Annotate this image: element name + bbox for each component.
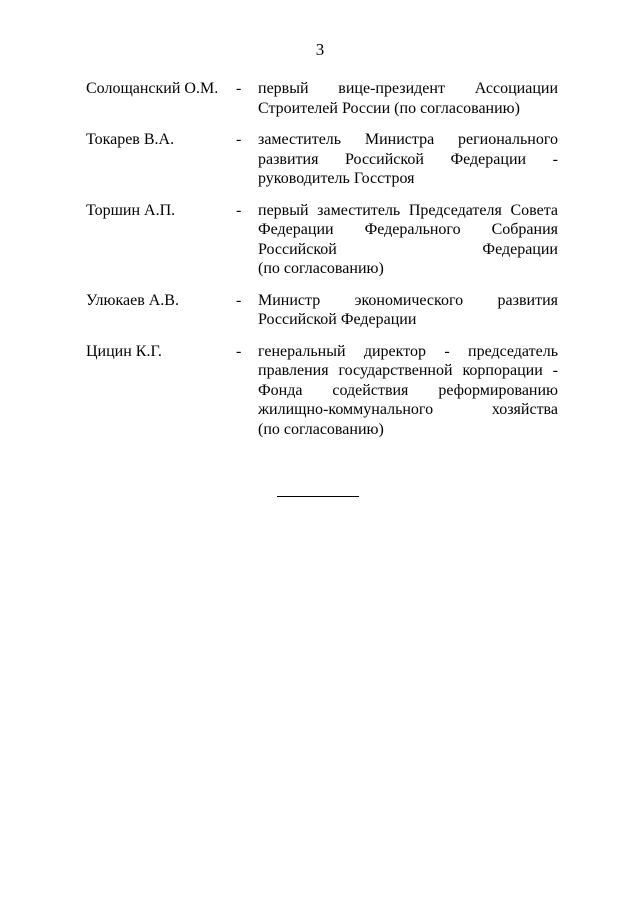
role-line: Федерации Федерального Собрания bbox=[258, 221, 558, 238]
member-name: Цицин К.Г. bbox=[86, 342, 162, 360]
member-list bbox=[86, 79, 558, 439]
member-entry-soloshchansky bbox=[86, 79, 558, 118]
role-line: Строителей России (по согласованию) bbox=[258, 99, 520, 117]
page-number: 3 bbox=[315, 40, 325, 59]
member-role bbox=[258, 130, 558, 189]
member-role bbox=[258, 342, 558, 440]
member-entry-torshin bbox=[86, 201, 558, 279]
member-name: Солощанский О.М. bbox=[86, 80, 219, 97]
role-line: развития Российской Федерации - bbox=[258, 150, 558, 168]
member-name: Торшин А.П. bbox=[86, 201, 176, 219]
role-line: генеральный директор - председатель bbox=[258, 342, 558, 360]
role-line: (по согласованию) bbox=[258, 420, 384, 438]
role-line: первый заместитель Председателя Совета bbox=[258, 201, 558, 219]
role-line: Фонда содействия реформированию bbox=[258, 381, 558, 399]
member-dash: - bbox=[236, 80, 242, 97]
role-line: Министр экономического развития bbox=[258, 291, 558, 309]
member-dash: - bbox=[236, 291, 242, 309]
member-dash: - bbox=[236, 342, 242, 360]
role-line: (по согласованию) bbox=[258, 260, 384, 277]
role-line: Российской Федерации bbox=[258, 311, 417, 328]
role-line: жилищно-коммунального хозяйства bbox=[258, 401, 558, 418]
member-role bbox=[258, 201, 558, 279]
role-line: правления государственной корпорации - bbox=[258, 362, 558, 379]
member-name: Улюкаев А.В. bbox=[86, 291, 179, 309]
role-line: Российской Федерации bbox=[258, 240, 558, 258]
member-dash: - bbox=[236, 201, 242, 219]
member-dash: - bbox=[236, 131, 242, 148]
role-line: заместитель Министра регионального bbox=[258, 131, 558, 148]
role-line: первый вице-президент Ассоциации bbox=[258, 80, 558, 97]
member-name: Токарев В.А. bbox=[86, 131, 175, 148]
member-entry-tokarev bbox=[86, 130, 558, 189]
member-role bbox=[258, 79, 558, 118]
end-divider bbox=[277, 496, 359, 497]
member-entry-ulyukaev bbox=[86, 291, 558, 330]
role-line: руководитель Госстроя bbox=[258, 170, 415, 187]
member-role bbox=[258, 291, 558, 330]
member-entry-tsitsin bbox=[86, 342, 558, 440]
